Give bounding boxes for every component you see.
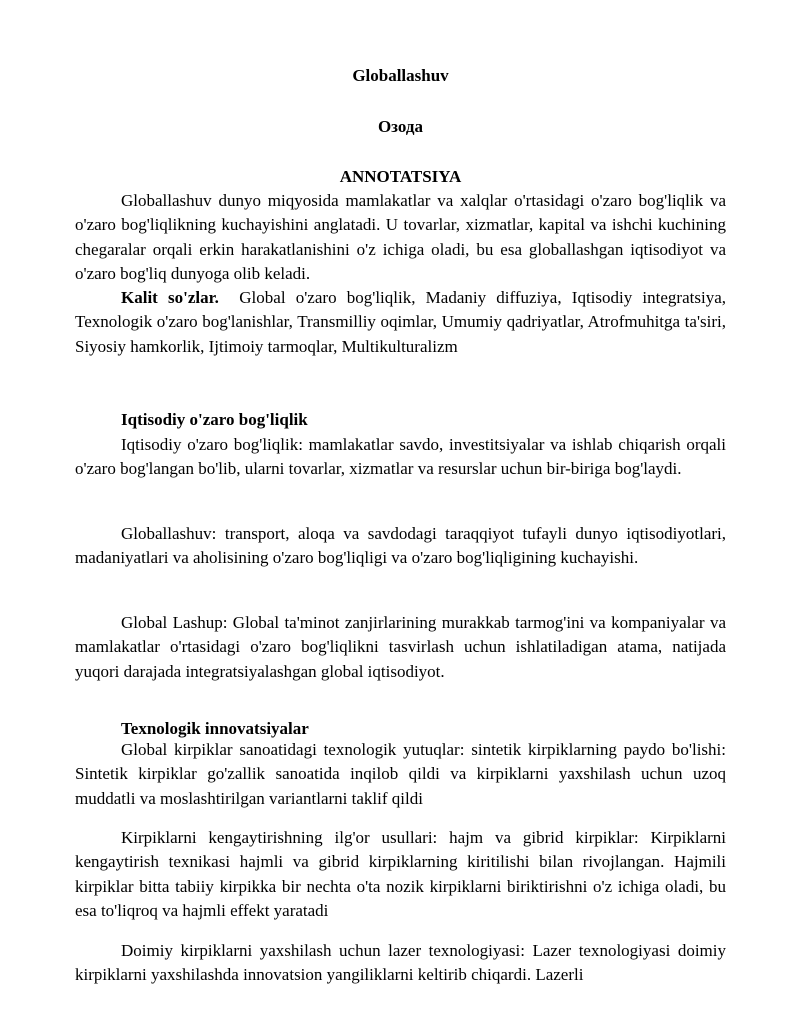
section2-paragraph-3: Doimiy kirpiklarni yaxshilash uchun lazer texnologiyasi: Lazer texnologiyasi doimiy kirpiklarni yaxshilashda innovatsion yangiliklarni keltirib chiqardi. Lazerli <box>75 941 726 985</box>
section2-paragraph-2: Kirpiklarni kengaytirishning ilg'or usullari: hajm va gibrid kirpiklar: Kirpiklarni kengaytirish texnikasi hajmli va gibrid kirpiklarning kiritilishi bilan rivojlangan. Hajmili kirpiklar bitta tabiiy kirpikka bir nechta o'ta nozik kirpiklarni biriktirishni o'z ichiga oladi, bu esa to'liqroq va hajmli effekt yaratadi <box>75 828 726 920</box>
keywords-label: Kalit so'zlar. <box>121 288 219 307</box>
annotation-heading: ANNOTATSIYA <box>339 167 462 186</box>
annotation-paragraph: Globallashuv dunyo miqyosida mamlakatlar va xalqlar o'rtasidagi o'zaro bog'liqlik va o'zaro bog'liqlikning kuchayishini anglatadi. U tovarlar, xizmatlar, kapital va ishchi kuchining chegaralar orqali erkin harakatlanishini o'z ichiga oladi, bu esa globallashgan iqtisodiyot va o'zaro bog'liq dunyoga olib keladi. <box>75 191 726 283</box>
section-heading-economic: Iqtisodiy o'zaro bog'liqlik <box>121 410 308 429</box>
section1-paragraph-3: Global Lashup: Global ta'minot zanjirlarining murakkab tarmog'ini va kompaniyalar va mamlakatlar o'rtasidagi o'zaro bog'liqlikni tasvirlash uchun ishlatiladigan atama, natijada yuqori darajada integratsiyalashgan global iqtisodiyot. <box>75 613 726 681</box>
document-author: Озода <box>377 117 424 136</box>
section1-paragraph-2: Globallashuv: transport, aloqa va savdodagi taraqqiyot tufayli dunyo iqtisodiyotlari, madaniyatlari va aholisining o'zaro bog'liqligi va o'zaro bog'liqligining kuchayishi. <box>75 524 726 568</box>
keywords-text: Global o'zaro bog'liqlik, Madaniy diffuziya, Iqtisodiy integratsiya, Texnologik o'zaro bog'lanishlar, Transmilliy oqimlar, Umumiy qadriyatlar, Atrofmuhitga ta'siri, Siyosiy hamkorlik, Ijtimoiy tarmoqlar, Multikulturalizm <box>75 288 726 356</box>
section2-paragraph-1: Global kirpiklar sanoatidagi texnologik yutuqlar: sintetik kirpiklarning paydo bo'lishi: Sintetik kirpiklar go'zallik sanoatida inqilob qildi va kirpiklarni yaxshilash uchun uzoq muddatli va moslashtirilgan variantlarni taklif qildi <box>75 740 726 808</box>
keywords-paragraph <box>75 286 726 359</box>
document-title: Globallashuv <box>352 66 449 85</box>
section1-paragraph-1: Iqtisodiy o'zaro bog'liqlik: mamlakatlar savdo, investitsiyalar va ishlab chiqarish orqali o'zaro bog'langan bo'lib, ularni tovarlar, xizmatlar va resurslar uchun bir-biriga bog'laydi. <box>75 435 726 479</box>
section-heading-technology: Texnologik innovatsiyalar <box>121 719 309 738</box>
